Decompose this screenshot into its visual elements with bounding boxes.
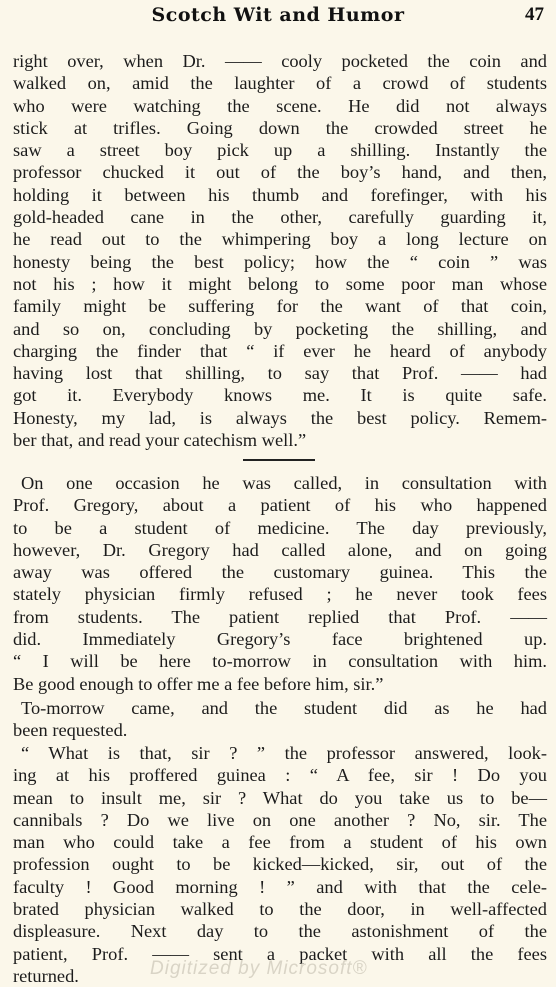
text-line: Be good enough to offer me a fee before him, sir.”	[13, 673, 384, 694]
text-line: right over, when Dr. —— cooly pocketed the coin and	[13, 51, 547, 71]
text-line: family might be suffering for the want of that coin,	[13, 296, 547, 317]
text-line: he read out to the whimpering boy a long lecture on	[13, 229, 547, 250]
text-line: “ What is that, sir ? ” the professor answered, look-	[21, 743, 547, 763]
running-title: Scotch Wit and Humor	[151, 4, 405, 26]
text-line: and so on, concluding by pocketing the shilling, and	[13, 318, 547, 339]
text-line: professor chucked it out of the boy’s hand, and then,	[13, 162, 547, 183]
text-line: man who could take a fee from a student of his own	[13, 832, 547, 853]
text-line: brated physician walked to the door, in well-affected	[13, 899, 547, 920]
text-line: displeasure. Next day to the astonishment of the	[13, 921, 547, 942]
text-line: having lost that shilling, to say that Prof. —— had	[13, 363, 547, 384]
paragraph-fee-refused	[13, 742, 547, 987]
paragraph-tomorrow-came	[13, 697, 547, 742]
text-line: To-morrow came, and the student did as he had	[21, 698, 547, 718]
text-line: not his ; how it might belong to some poor man whose	[13, 273, 547, 294]
text-line: ing at his proffered guinea : “ A fee, sir ! Do you	[13, 765, 547, 786]
digitization-watermark: Digitized by Microsoft®	[150, 958, 368, 979]
text-line: however, Dr. Gregory had called alone, and on going	[13, 539, 547, 560]
text-line: “ I will be here to-morrow in consultation with him.	[13, 651, 547, 672]
text-line: On one occasion he was called, in consultation with	[21, 473, 547, 493]
text-line: faculty ! Good morning ! ” and with that the cele-	[13, 876, 547, 897]
text-line: mean to insult me, sir ? What do you take us to be—	[13, 787, 547, 808]
text-line: got it. Everybody knows me. It is quite safe.	[13, 385, 547, 406]
text-line: ber that, and read your catechism well.”	[13, 430, 307, 451]
section-divider	[243, 459, 315, 461]
text-line: who were watching the scene. He did not always	[13, 95, 547, 116]
text-line: gold-headed cane in the other, carefully guarding it,	[13, 207, 547, 228]
text-line: patient, Prof. —— sent a packet with all the fees	[13, 943, 547, 964]
text-line: stick at trifles. Going down the crowded street he	[13, 117, 547, 138]
text-line: charging the finder that “ if ever he heard of anybody	[13, 340, 547, 361]
text-line: away was offered the customary guinea. This the	[13, 562, 547, 583]
text-line: returned.	[13, 965, 79, 986]
text-line: cannibals ? Do we live on one another ? No, sir. The	[13, 809, 547, 830]
running-head	[0, 4, 556, 34]
text-line: did. Immediately Gregory’s face brightened up.	[13, 629, 547, 650]
paragraph-consultation	[13, 472, 547, 695]
text-line: honesty being the best policy; how the “ coin ” was	[13, 251, 547, 272]
text-line: from students. The patient replied that Prof. ——	[13, 606, 547, 627]
text-line: been requested.	[13, 720, 128, 741]
text-line: walked on, amid the laughter of a crowd of students	[13, 73, 547, 94]
text-line: Honesty, my lad, is always the best policy. Remem-	[13, 407, 547, 428]
paragraph-lecture-on-honesty	[13, 50, 547, 451]
text-line: stately physician firmly refused ; he never took fees	[13, 584, 547, 605]
text-line: to be a student of medicine. The day previously,	[13, 517, 547, 538]
text-line: holding it between his thumb and forefinger, with his	[13, 184, 547, 205]
text-line: saw a street boy pick up a shilling. Instantly the	[13, 140, 547, 161]
text-line: Prof. Gregory, about a patient of his who happened	[13, 495, 547, 516]
page-number: 47	[525, 4, 544, 25]
text-line: profession ought to be kicked—kicked, sir, out of the	[13, 854, 547, 875]
